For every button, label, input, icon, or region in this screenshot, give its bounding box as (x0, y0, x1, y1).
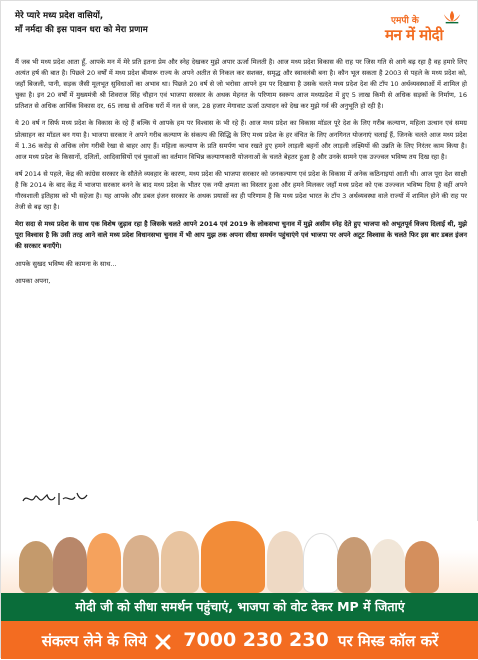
leader-photo (53, 537, 87, 593)
leader-photo (337, 537, 371, 593)
missed-call-banner (1, 621, 478, 659)
leader-photo (19, 541, 53, 593)
leader-photo (267, 531, 303, 593)
logo-line2: मन में मोदी (385, 26, 443, 44)
campaign-logo (385, 5, 463, 53)
greeting: मेरे प्यारे मध्य प्रदेश वासियों, (15, 11, 104, 21)
leader-photo (161, 531, 199, 593)
missed-call-icon (154, 633, 172, 651)
lotus-icon (443, 9, 461, 25)
support-banner: मोदी जी को सीधा समर्थन पहुंचाएं, भाजपा को वोट देकर MP में जिताएं (1, 593, 478, 621)
letter-body (15, 57, 467, 293)
missed-call-number[interactable]: 7000 230 230 (183, 629, 329, 651)
paragraph-1: मैं जब भी मध्य प्रदेश आता हूँ, आपके मन में मेरे प्रति इतना प्रेम और स्नेह देखकर मुझे अपार ऊर्जा मिलती है। आज मध्य प्रदेश विकास की राह पर जिस गति से आगे बढ़ रहा है वह हमारे लिए अत्यंत हर्ष की बात है। पिछले 20 वर्षों में मध्य प्रदेश बीमारू राज्य के अपने अतीत से निकल कर सशक्त, समृद्ध और स्वावलंबी बना है। कौन भूल सकता है 2003 से पहले के मध्य प्रदेश को, जहाँ बिजली, पानी, सड़क जैसी मूलभूत सुविधाओं का अभाव था। पिछले 20 वर्ष से जो भरोसा आपने हम पर दिखाया है उसके चलते मध्य प्रदेश देश की टॉप 10 अर्थव्यवस्थाओं में शामिल हो चुका है। इन 20 वर्षों में मुख्यमंत्री श्री शिवराज सिंह चौहान एवं भाजपा सरकार के अथक मेहनत के परिणाम स्वरूप आज मध्यप्रदेश में हुए 5 लाख किमी से अधिक सड़कों के निर्माण, 16 प्रतिशत से अधिक आर्थिक विकास दर, 65 लाख से अधिक घरों में नल से जल, 28 हजार मेगावाट ऊर्जा उत्पादन को देख कर मुझे गर्व की अनुभूति हो रही है। (15, 58, 467, 111)
closing: आपका अपना, (15, 276, 51, 285)
letter-header (1, 1, 478, 59)
missed-call-text-post: पर मिस्ड कॉल करें (337, 632, 439, 650)
greeting-line2: माँ नर्मदा की इस पावन धरा को मेरा प्रणाम (15, 25, 148, 35)
missed-call-text-pre: संकल्प लेने के लिये (41, 632, 147, 650)
paragraph-4: मेरा सदा से मध्य प्रदेश के साथ एक विशेष जुड़ाव रहा है जिसके चलते आपने 2014 एवं 2019 के लोकसभा चुनाव में मुझे असीम स्नेह देते हुए भाजपा को अभूतपूर्व विजय दिलाई थी, मुझे पूरा विश्वास है कि उसी तरह आने वाले मध्य प्रदेश विधानसभा चुनाव में भी आप मुझ तक अपना सीधा समर्थन पहुंचाएंगे एवं भाजपा पर अपने अटूट विश्वास के चलते फिर इस बार डबल इंजन की सरकार बनाएँगे। (15, 220, 467, 251)
salutation (15, 9, 148, 37)
leader-photo (303, 533, 339, 593)
leaders-photo-strip (1, 521, 478, 593)
leader-photo (371, 539, 405, 593)
leader-photo (405, 541, 439, 593)
signature (21, 487, 91, 509)
paragraph-3: वर्ष 2014 से पहले, केंद्र की कांग्रेस सरकार के सौतेले व्यवहार के कारण, मध्य प्रदेश की भाजपा सरकार को जनकल्याण एवं प्रदेश के विकास में अनेक कठिनाइयां आती थी। आज पूरा देश साक्षी है कि 2014 के बाद केंद्र में भाजपा सरकार बनने के बाद मध्य प्रदेश के भीतर एक नयी क्षमता का विस्तार हुआ और हमने मिलकर जहाँ मध्य प्रदेश को एक उज्ज्वल भविष्य दिया है वहीं अपने गौरवशाली इतिहास को भी सहेजा है। यह आपके और डबल इंजन सरकार के अथक प्रयासों का ही परिणाम है कि मध्य प्रदेश भारत के टॉप 3 अर्थव्यवस्था वाले राज्यों में शामिल होने की राह पर तेजी से बढ़ रहा है। (15, 169, 467, 212)
paragraph-5: आपके सुखद भविष्य की कामना के साथ... (15, 259, 117, 268)
leader-photo (123, 535, 159, 593)
paragraph-2: ये 20 वर्ष न सिर्फ मध्य प्रदेश के विकास के रहे हैं बल्कि ये आपके हम पर विश्वास के भी रहे हैं। आज मध्य प्रदेश का विकास मॉडल पूरे देश के लिए गरीब कल्याण, महिला उत्थान एवं समग्र प्रोत्साहन का मॉडल बन गया है। भाजपा सरकार ने अपने गरीब कल्याण के संकल्प की सिद्धि के लिए मध्य प्रदेश के हर वंचित के लिए अनगिनत योजनाएं चलाई हैं, जिनके चलते आज मध्य प्रदेश में 1.36 करोड़ से अधिक लोग गरीबी रेखा से बाहर आए हैं। महिला कल्याण के प्रति समर्पण भाव रखते हुए हमने लाड़ली बहनों और लाड़ली लक्ष्मियों की उन्नति के लिए निरंतर काम किया है। आज मध्य प्रदेश के किसानों, दलितों, आदिवासियों एवं युवाओं का वर्तमान विभिन्न कल्याणकारी योजनाओं के चलते बेहतर हुआ है और उनके सामने एक उज्ज्वल भविष्य तय दिख रहा है। (15, 119, 467, 161)
leader-photo (87, 533, 121, 593)
modi-photo (201, 521, 265, 593)
logo-line1: एमपी के (391, 16, 419, 26)
